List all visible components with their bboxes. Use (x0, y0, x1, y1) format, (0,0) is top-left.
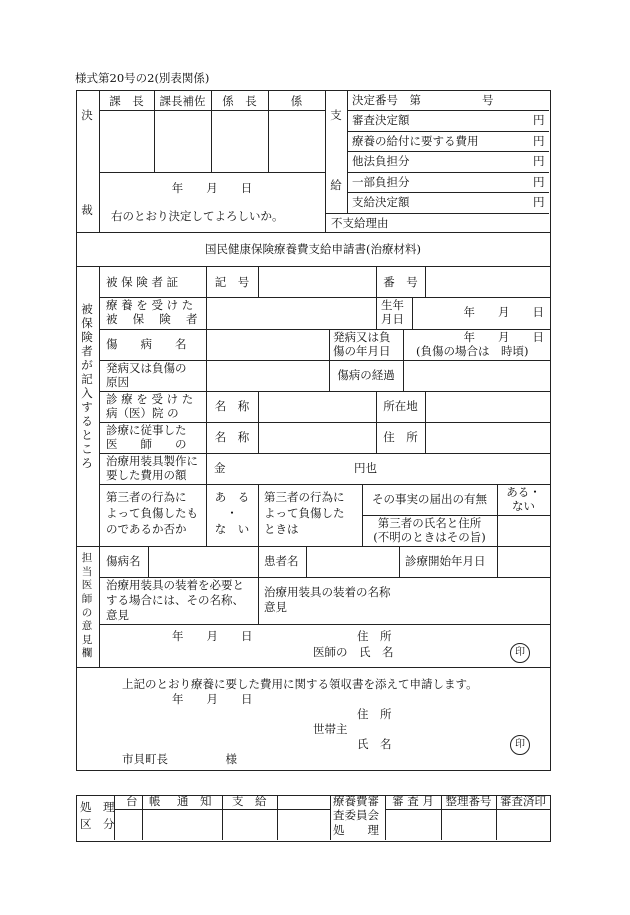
insured-side-label: 被 保 険 者 が 記 入 す る と こ ろ (81, 302, 93, 471)
kessai-side-label-2: 裁 (81, 203, 93, 217)
committee-2: 査委員会 (333, 808, 379, 822)
need-label-3: 意見 (106, 608, 129, 622)
tahou-futan-label: 他法負担分 (352, 154, 410, 168)
cost-yen: 円也 (354, 461, 377, 475)
birth-label-2: 月日 (381, 312, 404, 326)
cause-label-1: 発病又は負傷の (106, 361, 187, 375)
cost-label-1: 治療用装具製作に (106, 454, 198, 468)
need-label-2: する場合には、その名称、 (106, 593, 244, 607)
ryoyo-hiyo-unit: 円 (533, 134, 545, 148)
apply-name: 氏 名 (357, 737, 392, 751)
seiri-number-label: 整理番号 (445, 794, 492, 808)
shikyu-ketteigaku-unit: 円 (533, 195, 545, 209)
birth-label-1: 生年 (381, 298, 404, 312)
kessai-side-label: 決 (81, 108, 93, 122)
form-title: 国民健康保険療養費支給申請書(治療材料) (205, 242, 421, 256)
kettei-bango-unit: 号 (482, 93, 494, 107)
ichibu-futan-label: 一部負担分 (352, 175, 410, 189)
committee-1: 療養費審 (333, 794, 379, 808)
need-label-1: 治療用装具の装着を必要と (106, 578, 244, 592)
mayor-addressee: 市貝町長 様 (122, 752, 237, 766)
tahou-futan-unit: 円 (533, 154, 545, 168)
device-label-2: 意見 (264, 600, 287, 614)
kessai-col-kakari: 係 (290, 94, 303, 108)
shinsa-ketteigaku-unit: 円 (533, 113, 545, 127)
daisansha-q-2: よって負傷したも (106, 506, 198, 520)
kessai-col-kakaricho: 係 長 (222, 94, 257, 108)
hokensho-label: 被 保 険 者 証 (106, 275, 179, 289)
cost-label-2: 要した費用の額 (106, 468, 187, 482)
doctor-address-label: 住 所 (383, 430, 418, 444)
shikyu-side-label-2: 給 (330, 178, 342, 192)
aru-nai2-1: ある・ (506, 485, 541, 499)
doctor-address: 住 所 (357, 629, 392, 643)
kessai-date: 年 月 日 (171, 181, 253, 195)
cost-kin: 金 (214, 461, 226, 475)
doctor-label-1: 診療に従事した (106, 423, 187, 437)
aru-nai2-2: ない (512, 499, 535, 513)
ryoyo-patient-label-1: 療 養 を 受 け た (106, 298, 194, 312)
setainushi-label: 世帯主 (313, 722, 348, 736)
hospital-label-2: 病（医）院 の (106, 406, 179, 420)
birth-value: 年 月 日 (463, 305, 544, 319)
kanja-label: 患者名 (264, 554, 299, 568)
hospital-label-1: 診 療 を 受 け た (106, 392, 194, 406)
ichibu-futan-unit: 円 (533, 175, 545, 189)
keika-label: 傷病の経過 (337, 368, 395, 382)
shinsa-month-label: 審 査 月 (392, 794, 434, 808)
shobyo-label: 傷 病 名 (106, 337, 187, 351)
doctor-seal-icon: 印 (510, 643, 530, 663)
onset-value: 年 月 日 (463, 330, 544, 344)
kessai-confirm: 右のとおり決定してよろしいか。 (111, 209, 284, 223)
processing-side-label-2: 区 分 (80, 817, 115, 831)
doctor-shobyo-label: 傷病名 (106, 554, 141, 568)
kessai-col-hosa: 課長補佐 (159, 94, 206, 108)
processing-col-tsuchi: 通 知 (177, 794, 212, 808)
doctor-side-label: 担 当 医 師 の 意 見 欄 (81, 552, 93, 660)
ryoyo-hiyo-label: 療養の給付に要する費用 (352, 134, 479, 148)
committee-3: 処 理 (333, 823, 379, 837)
hospital-name-label: 名 称 (214, 399, 250, 413)
daisansha-q-3: のであるか否か (106, 522, 187, 536)
shikyu-side-label: 支 (330, 108, 342, 122)
todokede-label: その事実の届出の有無 (372, 492, 487, 506)
doctor-label-2: 医 師 の (106, 437, 187, 451)
kessai-col-kacho: 課 長 (109, 94, 144, 108)
daisansha-label-3: ときは (264, 522, 299, 536)
fushikyu-riyu: 不支給理由 (331, 216, 389, 230)
onset-note: (負傷の場合は 時頃) (416, 344, 529, 358)
form-id: 様式第20号の2(別表関係) (75, 71, 210, 85)
processing-col-shikyu: 支 給 (232, 794, 267, 808)
onset-label-1: 発病又は負 (333, 330, 391, 344)
doctor-name: 医師の 氏 名 (313, 645, 394, 659)
shinsa-ketteigaku-label: 審査決定額 (352, 113, 410, 127)
processing-side-label-1: 処 理 (80, 800, 115, 814)
aru-nai-dot: ・ (226, 506, 238, 520)
daisansha-q-1: 第三者の行為に (106, 490, 187, 504)
onset-label-2: 傷の年月日 (333, 344, 391, 358)
doctor-date: 年 月 日 (172, 629, 253, 643)
aru-label: あ る (214, 490, 250, 504)
kigo-label: 記 号 (214, 275, 250, 289)
shozaichi-label: 所在地 (383, 399, 418, 413)
ryoyo-patient-label-2: 被 保 険 者 (106, 312, 198, 326)
apply-date: 年 月 日 (172, 692, 253, 706)
kettei-bango-label: 決定番号 第 (352, 93, 421, 107)
processing-col-daicho: 台 帳 (126, 794, 161, 808)
daisansha-label-1: 第三者の行為に (264, 490, 345, 504)
apply-text: 上記のとおり療養に要した費用に関する領収書を添えて申請します。 (122, 677, 478, 691)
cause-label-2: 原因 (106, 375, 129, 389)
apply-address: 住 所 (357, 707, 392, 721)
daisansha-name-1: 第三者の氏名と住所 (377, 516, 482, 530)
shikyu-ketteigaku-label: 支給決定額 (352, 195, 410, 209)
device-label-1: 治療用装具の装着の名称 (264, 585, 391, 599)
daisansha-label-2: よって負傷した (264, 506, 345, 520)
shinsa-done-label: 審査済印 (500, 794, 546, 808)
apply-seal-icon: 印 (510, 735, 530, 755)
start-date-label: 診療開始年月日 (405, 554, 486, 568)
daisansha-name-2: (不明のときはその旨) (373, 530, 486, 544)
bango-label: 番 号 (383, 275, 418, 289)
doctor-name-label: 名 称 (214, 430, 250, 444)
nai-label: な い (214, 522, 250, 536)
